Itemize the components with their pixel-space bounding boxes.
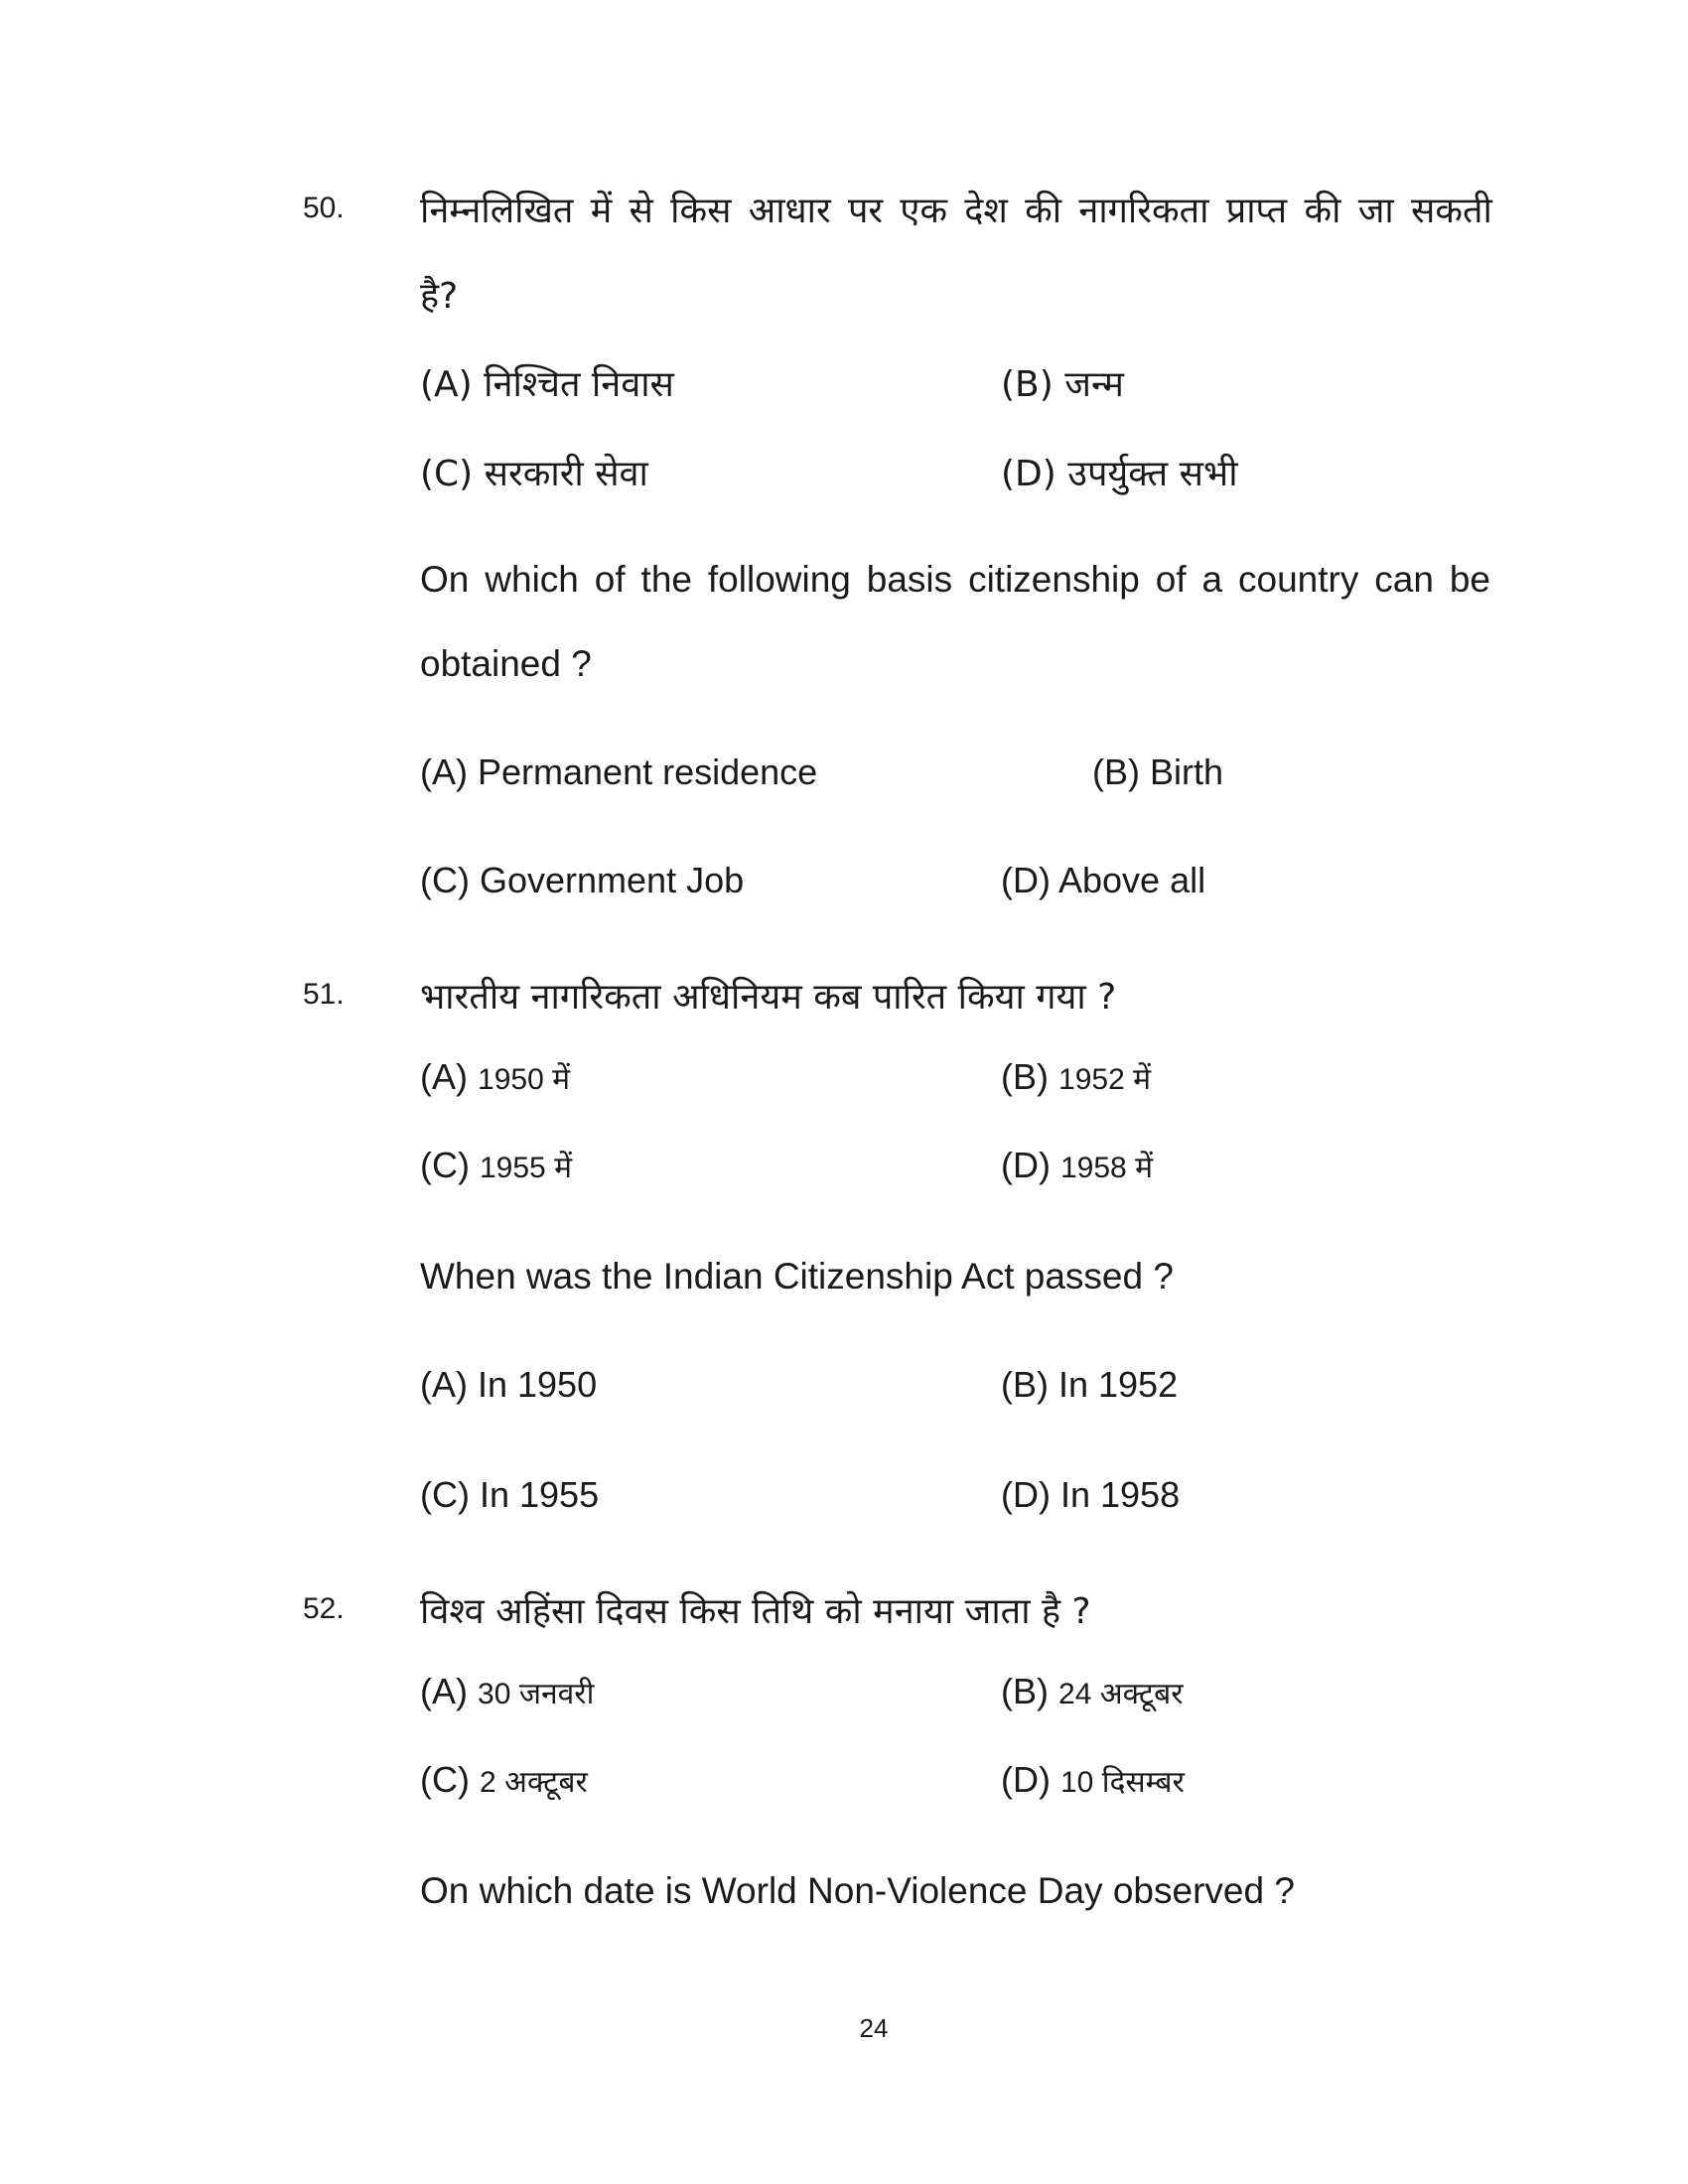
word: की [1025,191,1062,231]
page-number: 24 [859,2013,889,2043]
word: of [1155,559,1187,600]
word: से [629,191,653,231]
word: सकती [1411,191,1492,231]
option-text: 1958 में [1060,1152,1154,1184]
option-b-hindi: (B) जन्म [1001,364,1124,405]
option-c-hindi [420,1759,588,1801]
word: of [594,559,626,600]
option-text: 1955 में [480,1152,573,1184]
option-label: (D) [1001,1145,1051,1185]
option-text: 2 अक्टूबर [480,1766,588,1799]
word: प्राप्त [1225,191,1288,231]
option-text: 24 अक्टूबर [1058,1678,1184,1710]
option-text: 1950 में [478,1063,571,1096]
word: can [1374,559,1434,600]
word: किस [670,191,732,231]
word: which [485,559,579,600]
option-b-english: (B) Birth [1092,751,1224,792]
question-50-english-line2: obtained ? [420,643,592,684]
word: एक [900,191,947,231]
word: जा [1357,191,1394,231]
question-52-hindi: विश्व अहिंसा दिवस किस तिथि को मनाया जाता है ? [420,1591,1091,1632]
option-d-hindi: (D) उपर्युक्त सभी [1001,454,1238,494]
option-d-hindi [1001,1759,1185,1801]
option-c-english: (C) In 1955 [420,1474,600,1515]
option-text: 10 दिसम्बर [1060,1766,1185,1799]
option-d-english: (D) Above all [1001,860,1206,900]
word: आधार [748,191,831,231]
word: citizenship [968,559,1140,600]
option-text: 1952 में [1058,1063,1152,1096]
question-51-english: When was the Indian Citizenship Act passed ? [420,1256,1174,1297]
word: the [640,559,692,600]
option-a-english: (A) Permanent residence [420,751,818,792]
word: basis [866,559,953,600]
word: On [420,559,470,600]
word: देश [964,191,1008,231]
question-51-hindi: भारतीय नागरिकता अधिनियम कब पारित किया गया ? [420,977,1117,1018]
word: following [707,559,851,600]
word: नागरिकता [1078,191,1209,231]
word: में [590,191,613,231]
option-label: (D) [1001,1759,1051,1800]
word: पर [847,191,884,231]
option-label: (C) [420,1759,470,1800]
option-a-hindi [420,1056,570,1098]
option-c-english: (C) Government Job [420,860,745,900]
option-text: 30 जनवरी [478,1678,595,1710]
option-label: (B) [1001,1056,1049,1097]
option-c-hindi: (C) सरकारी सेवा [420,454,648,494]
option-d-hindi [1001,1145,1153,1186]
word: country [1238,559,1359,600]
question-number: 50. [303,192,345,224]
option-label: (C) [420,1145,470,1185]
question-number: 51. [303,978,345,1011]
option-b-hindi [1001,1056,1151,1098]
question-50-english-line1 [420,559,1490,601]
option-d-english: (D) In 1958 [1001,1474,1181,1515]
option-b-hindi [1001,1671,1184,1712]
question-50-hindi-line2: है? [420,276,459,317]
question-50-hindi-line1 [420,185,1492,233]
option-label: (B) [1001,1671,1049,1711]
word: a [1201,559,1223,600]
word: be [1449,559,1490,600]
option-label: (A) [420,1671,468,1711]
question-number: 52. [303,1592,345,1625]
word: निम्नलिखित [420,191,574,231]
option-a-hindi [420,1671,594,1712]
option-label: (A) [420,1056,468,1097]
option-c-hindi [420,1145,572,1186]
question-52-english: On which date is World Non-Violence Day observed ? [420,1870,1295,1911]
option-a-english: (A) In 1950 [420,1364,598,1405]
word: की [1304,191,1341,231]
option-a-hindi: (A) निश्चित निवास [420,364,674,405]
option-b-english: (B) In 1952 [1001,1364,1179,1405]
